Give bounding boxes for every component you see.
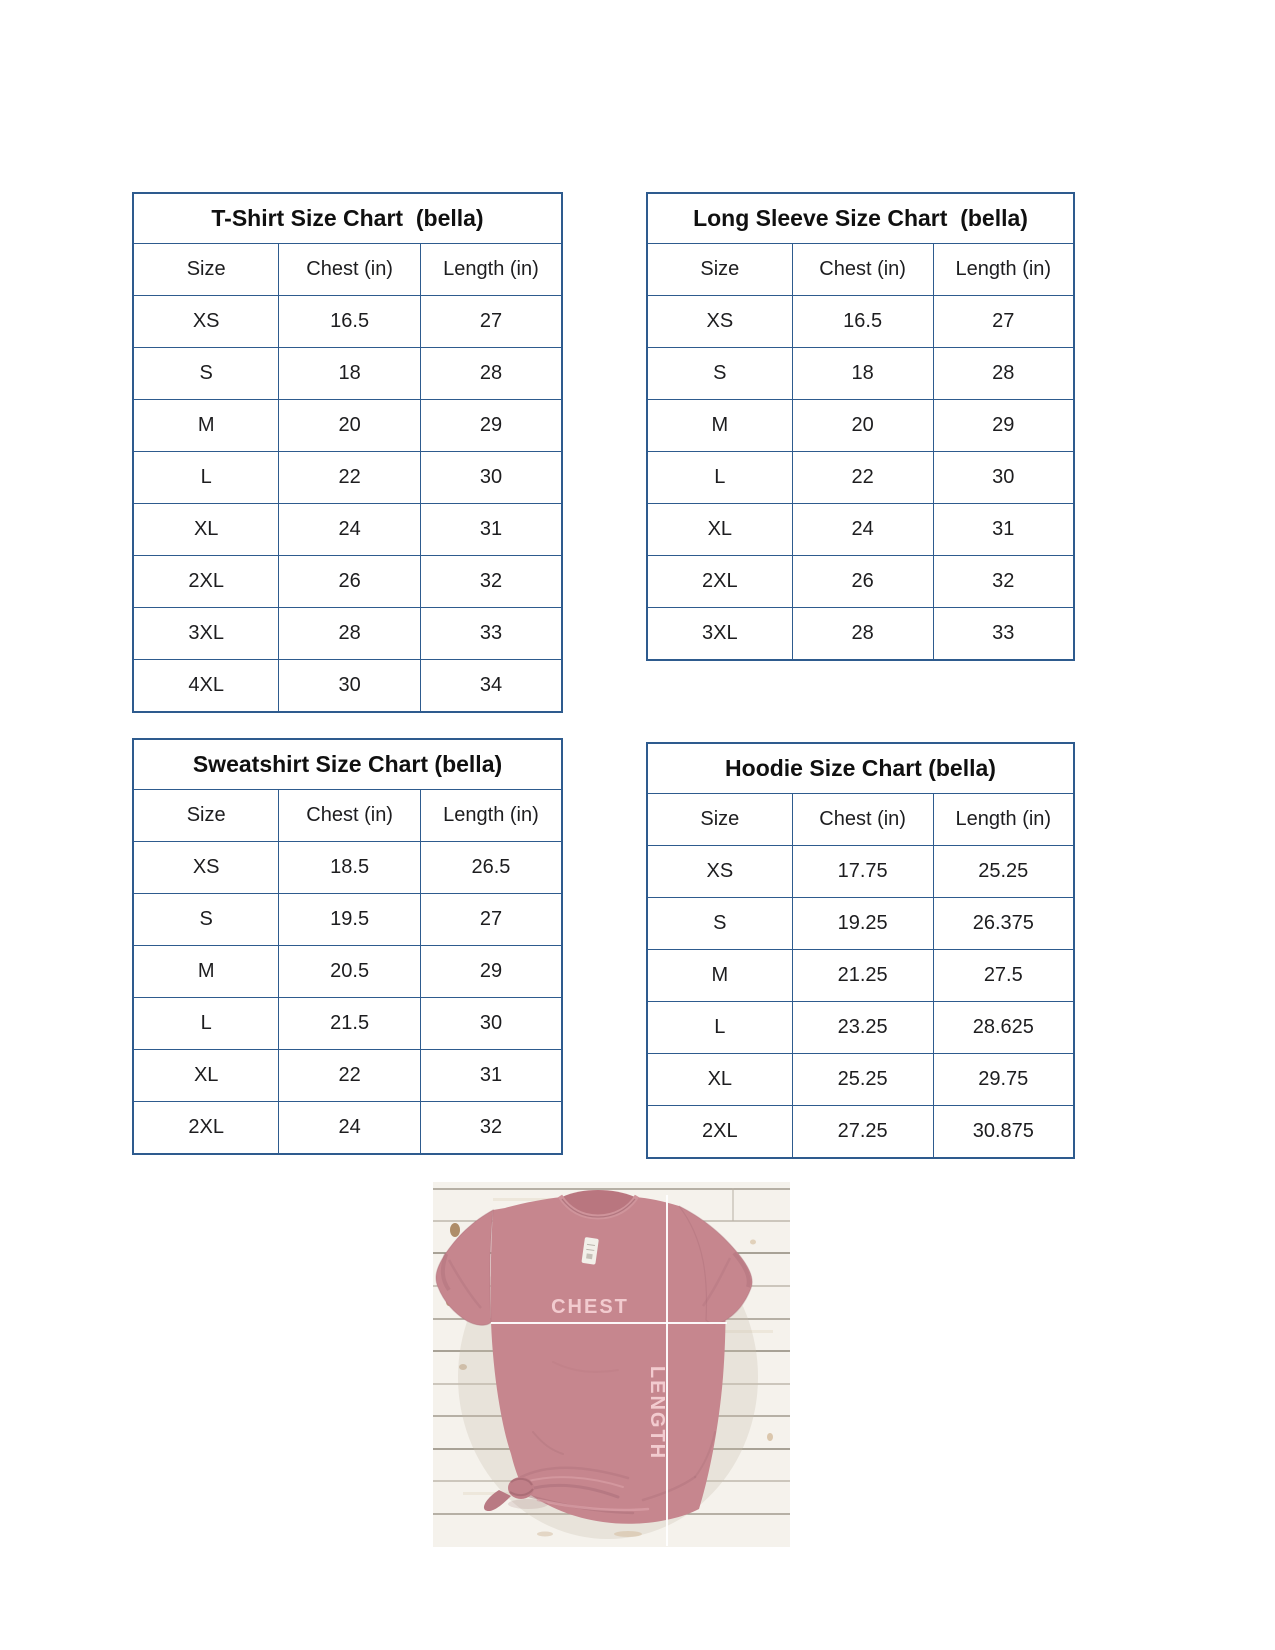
table-title-row bbox=[647, 193, 1074, 244]
size-cell: 31 bbox=[933, 504, 1074, 556]
table-row bbox=[133, 1102, 562, 1155]
size-cell: 27 bbox=[420, 296, 562, 348]
size-cell: 30 bbox=[279, 660, 421, 713]
table-row bbox=[133, 842, 562, 894]
table-row bbox=[133, 556, 562, 608]
size-cell: 28.625 bbox=[933, 1002, 1074, 1054]
tshirt-size-table bbox=[132, 192, 563, 713]
table-row bbox=[133, 946, 562, 998]
table-row bbox=[647, 608, 1074, 661]
size-cell: 20 bbox=[279, 400, 421, 452]
size-cell: 31 bbox=[420, 1050, 562, 1102]
size-cell: 19.25 bbox=[792, 898, 933, 950]
size-cell: 24 bbox=[279, 1102, 421, 1155]
size-cell: 27 bbox=[933, 296, 1074, 348]
size-cell: 18.5 bbox=[279, 842, 421, 894]
size-cell: L bbox=[133, 998, 279, 1050]
size-cell: 25.25 bbox=[792, 1054, 933, 1106]
sweatshirt-size-table bbox=[132, 738, 563, 1155]
table-row bbox=[133, 348, 562, 400]
table-row bbox=[647, 1002, 1074, 1054]
column-header-length: Length (in) bbox=[933, 244, 1074, 296]
size-cell: 21.25 bbox=[792, 950, 933, 1002]
column-header-length: Length (in) bbox=[420, 244, 562, 296]
size-cell: S bbox=[647, 348, 792, 400]
size-cell: 22 bbox=[792, 452, 933, 504]
table-row bbox=[647, 950, 1074, 1002]
size-cell: 26.5 bbox=[420, 842, 562, 894]
size-cell: XL bbox=[133, 504, 279, 556]
size-cell: M bbox=[133, 400, 279, 452]
size-cell: 23.25 bbox=[792, 1002, 933, 1054]
length-label: LENGTH bbox=[646, 1365, 668, 1461]
table-row bbox=[647, 898, 1074, 950]
size-cell: 19.5 bbox=[279, 894, 421, 946]
size-cell: 3XL bbox=[133, 608, 279, 660]
table-title: Long Sleeve Size Chart (bella) bbox=[647, 193, 1074, 244]
size-cell: 20.5 bbox=[279, 946, 421, 998]
size-cell: 18 bbox=[279, 348, 421, 400]
size-cell: L bbox=[133, 452, 279, 504]
table-row bbox=[647, 1106, 1074, 1159]
size-cell: 27.5 bbox=[933, 950, 1074, 1002]
size-cell: 4XL bbox=[133, 660, 279, 713]
column-header-size: Size bbox=[647, 244, 792, 296]
table-row bbox=[133, 998, 562, 1050]
table-title: Hoodie Size Chart (bella) bbox=[647, 743, 1074, 794]
size-cell: 30.875 bbox=[933, 1106, 1074, 1159]
size-cell: 2XL bbox=[647, 556, 792, 608]
size-cell: 33 bbox=[420, 608, 562, 660]
table-row bbox=[133, 400, 562, 452]
column-header-chest: Chest (in) bbox=[279, 244, 421, 296]
column-header-chest: Chest (in) bbox=[279, 790, 421, 842]
size-cell: 17.75 bbox=[792, 846, 933, 898]
table-row bbox=[647, 504, 1074, 556]
table-header-row bbox=[133, 244, 562, 296]
size-cell: 2XL bbox=[133, 556, 279, 608]
size-cell: M bbox=[647, 950, 792, 1002]
size-cell: 34 bbox=[420, 660, 562, 713]
size-cell: 21.5 bbox=[279, 998, 421, 1050]
table-header-row bbox=[647, 794, 1074, 846]
size-cell: 24 bbox=[279, 504, 421, 556]
size-cell: 30 bbox=[420, 452, 562, 504]
column-header-chest: Chest (in) bbox=[792, 794, 933, 846]
size-cell: 22 bbox=[279, 1050, 421, 1102]
size-cell: 32 bbox=[420, 1102, 562, 1155]
column-header-length: Length (in) bbox=[933, 794, 1074, 846]
size-cell: S bbox=[133, 348, 279, 400]
size-guide-photo bbox=[433, 1182, 790, 1547]
size-cell: S bbox=[647, 898, 792, 950]
table-header-row bbox=[647, 244, 1074, 296]
chest-label: CHEST bbox=[551, 1296, 629, 1318]
table-row bbox=[133, 504, 562, 556]
size-cell: 18 bbox=[792, 348, 933, 400]
size-cell: XS bbox=[133, 296, 279, 348]
size-cell: 2XL bbox=[647, 1106, 792, 1159]
table-title-row bbox=[133, 193, 562, 244]
column-header-size: Size bbox=[133, 790, 279, 842]
table-row bbox=[647, 348, 1074, 400]
table-row bbox=[647, 846, 1074, 898]
table-row bbox=[647, 1054, 1074, 1106]
table-row bbox=[133, 452, 562, 504]
size-cell: 29.75 bbox=[933, 1054, 1074, 1106]
table-title-row bbox=[133, 739, 562, 790]
size-cell: 24 bbox=[792, 504, 933, 556]
size-cell: XL bbox=[647, 504, 792, 556]
table-row bbox=[647, 452, 1074, 504]
table-row bbox=[647, 296, 1074, 348]
table-title: T-Shirt Size Chart (bella) bbox=[133, 193, 562, 244]
table-row bbox=[647, 400, 1074, 452]
size-cell: XL bbox=[647, 1054, 792, 1106]
size-cell: 33 bbox=[933, 608, 1074, 661]
size-cell: 25.25 bbox=[933, 846, 1074, 898]
size-cell: 3XL bbox=[647, 608, 792, 661]
table-row bbox=[133, 1050, 562, 1102]
size-cell: 30 bbox=[933, 452, 1074, 504]
size-cell: 22 bbox=[279, 452, 421, 504]
table-row bbox=[133, 296, 562, 348]
size-cell: 28 bbox=[933, 348, 1074, 400]
size-cell: 28 bbox=[279, 608, 421, 660]
column-header-size: Size bbox=[133, 244, 279, 296]
table-row bbox=[647, 556, 1074, 608]
size-cell: M bbox=[133, 946, 279, 998]
size-cell: 26 bbox=[279, 556, 421, 608]
table-row bbox=[133, 660, 562, 713]
size-cell: 26.375 bbox=[933, 898, 1074, 950]
size-cell: 27.25 bbox=[792, 1106, 933, 1159]
size-cell: 30 bbox=[420, 998, 562, 1050]
size-cell: XS bbox=[133, 842, 279, 894]
longsleeve-size-table bbox=[646, 192, 1075, 661]
size-cell: 28 bbox=[792, 608, 933, 661]
size-cell: L bbox=[647, 452, 792, 504]
size-cell: XS bbox=[647, 846, 792, 898]
hoodie-size-table bbox=[646, 742, 1075, 1159]
size-cell: S bbox=[133, 894, 279, 946]
size-cell: 29 bbox=[933, 400, 1074, 452]
size-cell: 26 bbox=[792, 556, 933, 608]
table-title: Sweatshirt Size Chart (bella) bbox=[133, 739, 562, 790]
size-cell: 28 bbox=[420, 348, 562, 400]
size-cell: 29 bbox=[420, 400, 562, 452]
size-cell: 32 bbox=[933, 556, 1074, 608]
size-cell: 16.5 bbox=[279, 296, 421, 348]
table-title-row bbox=[647, 743, 1074, 794]
size-cell: L bbox=[647, 1002, 792, 1054]
size-cell: 32 bbox=[420, 556, 562, 608]
column-header-chest: Chest (in) bbox=[792, 244, 933, 296]
size-cell: 2XL bbox=[133, 1102, 279, 1155]
size-cell: 31 bbox=[420, 504, 562, 556]
table-row bbox=[133, 608, 562, 660]
column-header-size: Size bbox=[647, 794, 792, 846]
size-cell: 27 bbox=[420, 894, 562, 946]
size-cell: 16.5 bbox=[792, 296, 933, 348]
size-cell: 29 bbox=[420, 946, 562, 998]
table-row bbox=[133, 894, 562, 946]
size-cell: XL bbox=[133, 1050, 279, 1102]
size-cell: XS bbox=[647, 296, 792, 348]
column-header-length: Length (in) bbox=[420, 790, 562, 842]
size-cell: M bbox=[647, 400, 792, 452]
table-header-row bbox=[133, 790, 562, 842]
size-cell: 20 bbox=[792, 400, 933, 452]
